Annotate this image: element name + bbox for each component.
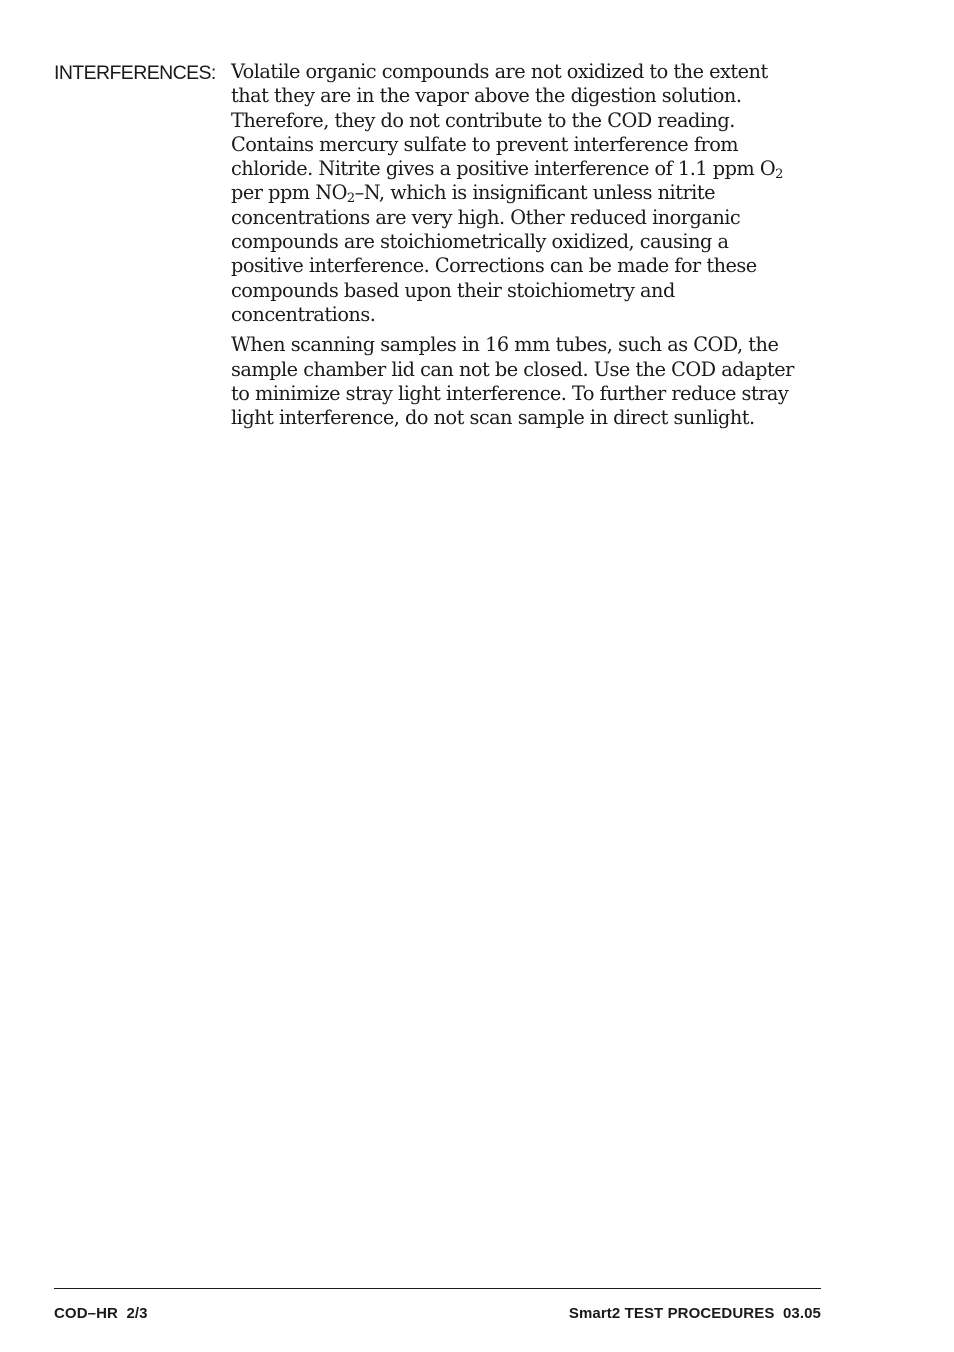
text-line: positive interference. Corrections can be made for these — [231, 254, 757, 278]
paragraph-volatile-organics — [231, 60, 831, 327]
text-line — [231, 157, 831, 181]
text-line — [231, 181, 831, 205]
subscript: 2 — [775, 167, 783, 183]
text-line: compounds are stoichiometrically oxidized, causing a — [231, 230, 729, 254]
paragraph-scanning-16mm-tubes — [231, 333, 831, 430]
text-line: concentrations. — [231, 302, 376, 326]
text-fragment: chloride. Nitrite gives a positive interference of 1.1 ppm O — [231, 157, 776, 181]
section-heading: INTERFERENCES: — [54, 62, 216, 84]
text-line: light interference, do not scan sample in direct sunlight. — [231, 406, 755, 430]
footer-divider — [54, 1288, 821, 1289]
text-fragment: –N, which is insignificant unless nitrite — [354, 181, 715, 205]
text-fragment: per ppm NO — [231, 181, 347, 205]
text-line: Contains mercury sulfate to prevent interference from — [231, 132, 739, 156]
footer-page-id: COD–HR 2/3 — [54, 1305, 148, 1322]
subscript: 2 — [346, 191, 355, 207]
section-body — [231, 60, 831, 436]
text-line: that they are in the vapor above the digestion solution. — [231, 84, 742, 108]
text-line: Therefore, they do not contribute to the COD reading. — [231, 108, 735, 132]
text-line: When scanning samples in 16 mm tubes, such as COD, the — [231, 333, 779, 357]
text-line: concentrations are very high. Other reduced inorganic — [231, 205, 741, 229]
text-line: sample chamber lid can not be closed. Use the COD adapter — [231, 357, 794, 381]
text-line: to minimize stray light interference. To further reduce stray — [231, 381, 789, 405]
footer-publication: Smart2 TEST PROCEDURES 03.05 — [568, 1305, 821, 1322]
text-line: compounds based upon their stoichiometry and — [231, 278, 675, 302]
text-line: Volatile organic compounds are not oxidized to the extent — [231, 60, 768, 83]
